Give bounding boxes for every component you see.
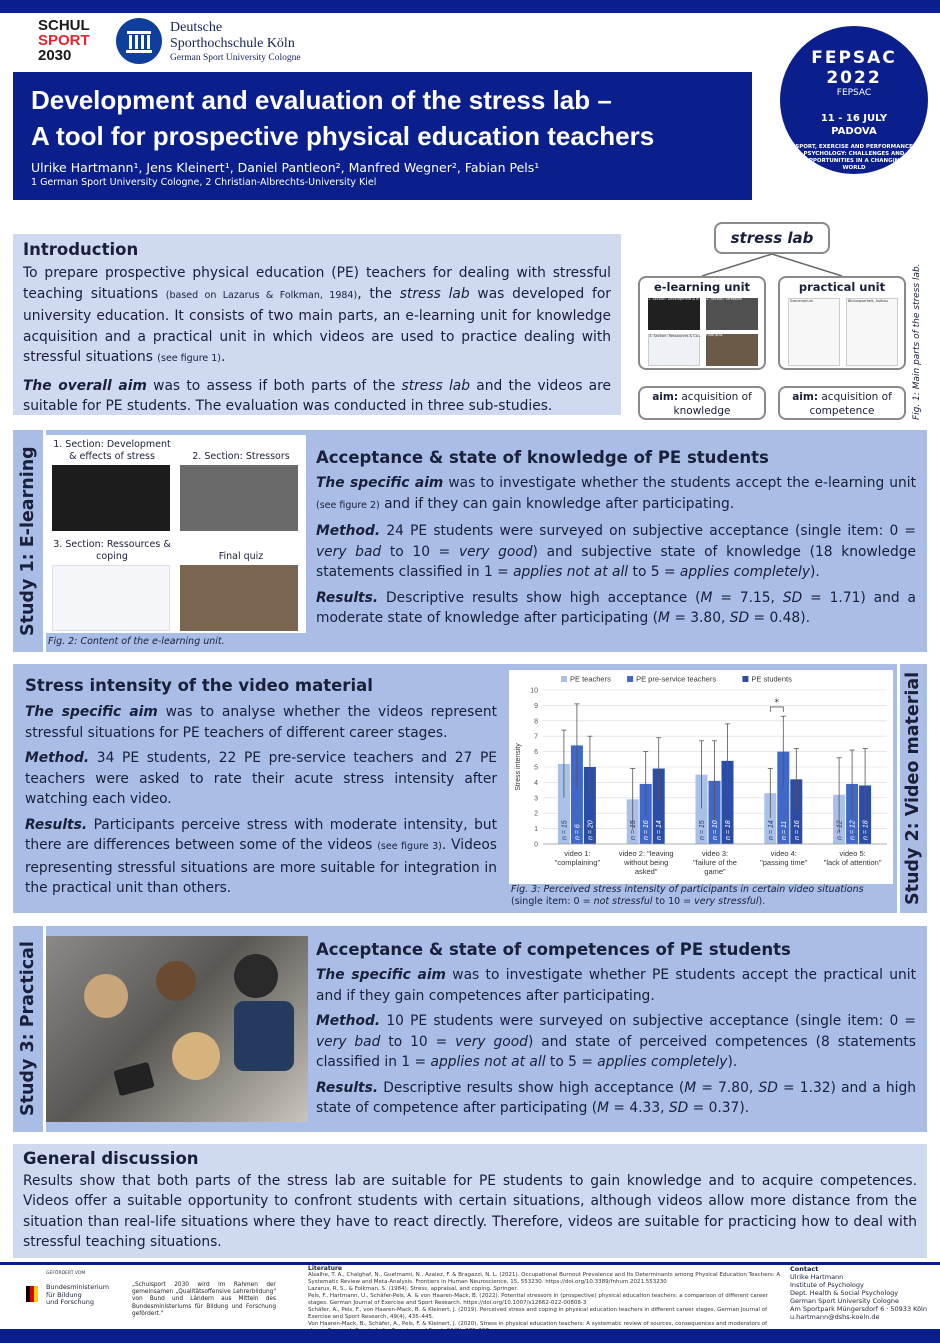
legend-swatch xyxy=(627,676,633,682)
bar-n-label: n = 14 xyxy=(767,820,775,840)
s2-method-text: 34 PE students, 22 PE pre-service teachers and 27 PE teachers were asked to rate their acute stress intensity after watching each video. xyxy=(25,750,497,807)
e-learning-aim xyxy=(638,386,766,420)
funded-label: GEFÖRDERT VOM xyxy=(46,1271,86,1276)
study-3-text xyxy=(316,940,916,1119)
s3-method-d: to 5 = xyxy=(545,1054,598,1070)
legend-label: PE students xyxy=(751,674,792,684)
s1-method-em2: very good xyxy=(458,543,533,560)
intro-p1-fig: (see figure 1) xyxy=(157,353,222,364)
study-3-panel xyxy=(46,926,927,1132)
fig2-section-2 xyxy=(180,439,302,533)
s3-method-bold: Method. xyxy=(316,1013,381,1029)
legend-swatch xyxy=(742,676,748,682)
badge-city: PADOVA xyxy=(831,126,877,137)
s3-method-em2: very good xyxy=(455,1033,528,1050)
fig3-caption-c: to 10 = xyxy=(652,896,695,907)
fig2-section-2-label: 2. Section: Stressors xyxy=(192,451,290,462)
s3-results-b: = 7.80, xyxy=(696,1079,759,1096)
s1-results-m2: M xyxy=(658,610,670,626)
y-tick-label: 2 xyxy=(534,810,538,818)
fig3-caption-d: ). xyxy=(758,896,766,907)
s3-results-m2: M xyxy=(597,1100,610,1116)
study-1-heading: Acceptance & state of knowledge of PE students xyxy=(316,448,769,467)
badge-dates: 11 - 16 JULY xyxy=(820,113,888,124)
bar-n-label: n = 12 xyxy=(836,820,844,840)
study-3-label: Study 3: Practical xyxy=(18,941,38,1117)
s3-results-a: Descriptive results show high acceptance ( xyxy=(378,1079,685,1096)
study-3-method xyxy=(316,1011,916,1073)
intro-p2-em: stress lab xyxy=(401,377,470,394)
logo-line-2: SPORT xyxy=(38,32,90,49)
intro-p2-bold: The overall aim xyxy=(23,377,147,394)
bar-n-label: n = 18 xyxy=(862,820,870,840)
fepsac-badge xyxy=(780,26,928,174)
s2-results-b: . Videos representing stressful situations are more suitable for integration in the practical unit than others. xyxy=(25,837,497,896)
y-tick-label: 1 xyxy=(534,826,538,834)
funding-quote: „Schulsport 2030 wird im Rahmen der gemeinsamen „Qualitätsoffensive Lehrerbildung" von Bund und Ländern aus Mitteln des Bundesministeriums für Bildung und Forschung gefördert." xyxy=(132,1282,276,1317)
legend-label: PE teachers xyxy=(570,674,611,684)
practical-thumb-1-label: Szenenarium xyxy=(790,299,813,303)
bar-n-label: n = 16 xyxy=(643,820,651,840)
s3-results-bold: Results. xyxy=(316,1079,379,1096)
s3-method-a: 10 PE students were surveyed on subjective acceptance (single item: 0 = xyxy=(380,1013,916,1029)
figure-1-diagram xyxy=(632,218,912,423)
fig3-caption-b: (single item: 0 = xyxy=(511,896,594,907)
s3-results-d: = 4.33, xyxy=(609,1100,669,1116)
e-learning-thumb-1 xyxy=(648,298,700,330)
e-learning-thumb-4 xyxy=(706,334,758,366)
s3-results-sd1: SD xyxy=(758,1079,778,1096)
figure-3-chart xyxy=(509,670,893,884)
study-3-photo xyxy=(46,936,308,1122)
intro-paragraph-2 xyxy=(23,376,611,417)
x-category-label: without being xyxy=(624,858,669,867)
s1-method-bold: Method. xyxy=(316,523,381,539)
y-tick-label: 0 xyxy=(534,841,538,849)
practical-thumb-2 xyxy=(846,298,898,366)
logo-line-3: 2030 xyxy=(38,47,72,64)
s3-results-sd2: SD xyxy=(668,1100,689,1116)
dshs-line-3: German Sport University Cologne xyxy=(170,53,301,63)
affiliations: 1 German Sport University Cologne, 2 Christian-Albrechts-University Kiel xyxy=(31,177,377,188)
intro-p2a: was to assess if both parts of the xyxy=(146,377,402,394)
intro-p1-cite: (based on Lazarus & Folkman, 1984) xyxy=(165,289,358,301)
legend-swatch xyxy=(561,676,567,682)
bar-n-label: n = 15 xyxy=(561,820,569,840)
study-2-heading: Stress intensity of the video material xyxy=(25,676,373,695)
study-2-label-box xyxy=(900,664,927,913)
right-aim-bold: aim: xyxy=(792,391,819,403)
fig3-caption-em1: not stressful xyxy=(593,896,653,907)
contact-block xyxy=(790,1265,930,1321)
e-learning-thumb-3-label: 3. Section: Ressources & Co... xyxy=(649,334,702,338)
s1-method-e: ). xyxy=(810,564,820,580)
fig2-section-1-label: 1. Section: Development & effects of stress xyxy=(53,439,171,462)
study-1-method xyxy=(316,521,916,583)
figure-3-caption xyxy=(511,884,891,908)
bar-n-label: n = 20 xyxy=(587,820,595,840)
e-learning-title: e-learning unit xyxy=(653,280,751,294)
dshs-line-1: Deutsche xyxy=(170,20,223,35)
study-1-label-box xyxy=(13,430,43,652)
study-2-text xyxy=(25,676,497,899)
photo-tablet-icon xyxy=(46,936,308,1122)
s2-aim-text: was to analyse whether the videos represent stressful situations for PE teachers of different career stages. xyxy=(25,704,497,741)
s1-aim-text: was to investigate whether the students accept the e-learning unit xyxy=(443,475,917,491)
s1-results-b: = 7.15, xyxy=(712,589,783,606)
intro-paragraph-1 xyxy=(23,263,611,370)
study-1-results xyxy=(316,588,916,629)
lit-ref-2: Lazarus, R. S., & Folkman, S. (1984). Stress, appraisal, and coping. Springer. xyxy=(308,1286,519,1292)
fig2-section-4 xyxy=(180,539,302,633)
bar-n-label: n = 14 xyxy=(656,820,664,840)
x-category-label: video 3: xyxy=(701,849,729,858)
x-category-label: video 1: xyxy=(564,849,591,858)
x-category-label: video 2: "leaving xyxy=(618,849,674,858)
s3-method-c: ) and state of perceived competences (8 statements classified in 1 = xyxy=(316,1033,916,1070)
lit-ref-3: Pels, F., Hartmann, U., Schäfer-Pels, A. & von Haaren-Mack, B. (2022). Potential stressors in (prospective) physical education teachers: a comparison of different career stages. German Journal of Exercise and Sport Research. https://doi.org/10.1007/s12662-022-00808-3 xyxy=(308,1293,768,1306)
s3-results-m1: M xyxy=(684,1079,697,1096)
s3-method-e: ). xyxy=(727,1054,738,1070)
study-1-label: Study 1: E-learning xyxy=(18,446,38,636)
s1-aim-bold: The specific aim xyxy=(316,475,444,491)
literature-block xyxy=(308,1265,784,1335)
study-2-results xyxy=(25,815,497,899)
s1-results-c: = 1.71) and a moderate state of knowledge after participating ( xyxy=(316,589,916,626)
bar-n-label: n = 15 xyxy=(699,820,706,840)
x-category-label: "failure of the xyxy=(693,858,737,867)
ministry-line-1: Bundesministerium xyxy=(46,1283,110,1291)
s1-method-b: to 10 = xyxy=(381,543,459,560)
s2-aim-bold: The specific aim xyxy=(25,704,158,720)
bar-n-label: n = 16 xyxy=(793,820,801,840)
title-box xyxy=(13,72,752,200)
s1-results-d: = 3.80, xyxy=(669,610,730,626)
contact-line-3: Dept. Health & Social Psychology xyxy=(790,1289,899,1297)
y-tick-label: 5 xyxy=(534,764,538,772)
bar-n-label: n = 15 xyxy=(630,820,638,840)
s3-method-em4: applies completely xyxy=(597,1054,728,1070)
study-3-results xyxy=(316,1078,916,1119)
s2-method-bold: Method. xyxy=(25,750,90,766)
s3-aim-bold: The specific aim xyxy=(316,967,446,983)
s1-results-m1: M xyxy=(700,589,713,606)
contact-line-2: Institute of Psychology xyxy=(790,1281,864,1289)
contact-line-4: German Sport University Cologne xyxy=(790,1297,900,1305)
e-learning-thumb-3 xyxy=(648,334,700,366)
x-category-label: game" xyxy=(704,867,726,876)
stress-lab-node: stress lab xyxy=(714,222,830,254)
poster-title-line-2: A tool for prospective physical education teachers xyxy=(31,121,655,151)
right-aim-text: acquisition of competence xyxy=(809,391,892,417)
bar-n-label: n = 18 xyxy=(725,820,732,840)
fig3-caption-a: Fig. 3: Perceived stress intensity of participants in certain video situations xyxy=(511,884,864,895)
s2-results-fig: (see figure 3) xyxy=(377,841,442,852)
study-1-aim xyxy=(316,473,916,516)
y-tick-label: 10 xyxy=(530,687,538,695)
s1-results-sd1: SD xyxy=(782,589,803,606)
intro-p2b: and the videos are suitable for PE students. The evaluation was conducted in three sub-studies. xyxy=(23,377,611,414)
lit-ref-5: Von Haaren-Mack, B., Schäfer, A., Pels, F. & Kleinert, J. (2020). Stress in physical education teachers: A systematic review of sources, consequences and moderators of xyxy=(308,1321,768,1327)
s1-method-d: to 5 = xyxy=(628,564,680,580)
s1-results-e: = 0.48). xyxy=(749,610,810,626)
badge-small: FEPSAC xyxy=(836,88,872,98)
e-learning-thumb-1-label: 1. Section: Development & e... xyxy=(648,297,702,301)
contact-line-5: Am Sportpark Müngersdorf 6 · 50933 Köln xyxy=(790,1305,927,1313)
s1-aim-end: and if they can gain knowledge after participating. xyxy=(379,495,735,512)
fig2-stressors-image xyxy=(180,465,298,531)
figure-2-grid xyxy=(46,435,306,633)
significance-label: * xyxy=(774,697,780,708)
practical-thumb-2-label: Bildungsarbeit, Aufbau xyxy=(848,299,889,303)
bar-n-label: n = 10 xyxy=(712,820,719,840)
study-2-panel xyxy=(13,664,897,913)
s3-results-e: = 0.37). xyxy=(688,1100,750,1116)
bar-n-label: n = 11 xyxy=(780,820,788,840)
fig2-quiz-image xyxy=(180,565,298,631)
badge-theme: SPORT, EXERCISE AND PERFORMANCE PSYCHOLOGY: CHALLENGES AND OPPORTUNITIES IN A CHANGING WORLD xyxy=(795,144,913,171)
intro-p1a: To prepare prospective physical education (PE) teachers for dealing with stressful teaching situations xyxy=(23,265,611,302)
s1-aim-fig: (see figure 2) xyxy=(316,499,380,511)
bottom-bar xyxy=(0,1329,940,1343)
study-2-label: Study 2: Video material xyxy=(903,671,923,906)
left-aim-text: acquisition of knowledge xyxy=(673,391,752,417)
intro-heading: Introduction xyxy=(23,240,139,259)
s1-results-bold: Results. xyxy=(316,589,379,606)
y-tick-label: 7 xyxy=(534,733,538,741)
intro-p1-em: stress lab xyxy=(399,285,470,302)
s3-results-c: = 1.32) and a high state of competence after participating ( xyxy=(316,1079,916,1116)
fig2-section-1 xyxy=(50,439,174,533)
practical-aim xyxy=(778,386,906,420)
s1-results-sd2: SD xyxy=(729,610,750,626)
literature-heading: Literature xyxy=(308,1265,342,1272)
lit-ref-4: Schäfer, A., Pels, F., von Haaren-Mack, B. & Kleinert, J. (2019). Perceived stress and coping in physical education teachers in different career stages. German Journal of Exercise and Sport Research, 49(4), 435–445. xyxy=(308,1307,768,1320)
fig2-brain-image xyxy=(52,465,170,531)
study-1-panel xyxy=(46,430,927,652)
logo-line-1: SCHUL xyxy=(38,17,90,34)
figure-2-caption: Fig. 2: Content of the e-learning unit. xyxy=(48,636,225,647)
fig2-coping-image xyxy=(52,565,170,631)
dshs-emblem-icon xyxy=(116,18,162,64)
poster-title-line-1: Development and evaluation of the stress lab – xyxy=(31,85,612,115)
legend-label: PE pre-service teachers xyxy=(636,674,717,684)
y-axis-label: Stress intensity xyxy=(515,743,522,791)
y-tick-label: 4 xyxy=(534,779,538,787)
dshs-line-2: Sporthochschule Köln xyxy=(170,36,295,51)
practical-title: practical unit xyxy=(798,280,886,294)
intro-p1d: . xyxy=(221,349,226,365)
y-tick-label: 9 xyxy=(534,702,538,710)
study-3-label-box xyxy=(13,926,43,1132)
dshs-wordmark xyxy=(170,20,301,65)
top-bar xyxy=(0,0,940,13)
introduction-panel xyxy=(13,234,621,415)
e-learning-thumb-2 xyxy=(706,298,758,330)
funded-by xyxy=(46,1271,85,1276)
practical-node xyxy=(778,276,906,370)
fig2-section-3 xyxy=(50,539,174,633)
s1-method-em1: very bad xyxy=(316,543,382,560)
y-tick-label: 3 xyxy=(534,795,538,803)
study-3-heading: Acceptance & state of competences of PE students xyxy=(316,940,791,959)
y-tick-label: 8 xyxy=(534,718,538,726)
s3-method-em1: very bad xyxy=(316,1033,381,1050)
discussion-panel xyxy=(13,1144,927,1258)
ministry-line-3: und Forschung xyxy=(46,1298,95,1306)
s3-method-em3: applies not at all xyxy=(430,1054,546,1070)
x-category-label: "lack of attention" xyxy=(823,858,882,867)
intro-p1c: was developed for university education. It consists of two main parts, an e-learning unit for knowledge acquisition and a practical unit in which videos are used to practice dealing with stressful situations xyxy=(23,285,611,365)
bar-n-label: n = 12 xyxy=(849,820,857,840)
x-category-label: asked" xyxy=(634,867,658,876)
x-category-label: video 4: xyxy=(770,849,797,858)
badge-name: FEPSAC 2022 xyxy=(811,48,897,88)
left-aim-bold: aim: xyxy=(652,391,679,403)
authors: Ulrike Hartmann¹, Jens Kleinert¹, Daniel Pantleon², Manfred Wegner², Fabian Pels¹ xyxy=(31,160,540,175)
ministry-line-2: für Bildung xyxy=(46,1290,82,1299)
s2-results-bold: Results. xyxy=(25,816,88,833)
s2-results-a: Participants perceive stress with moderate intensity, but there are differences between some of the videos xyxy=(25,816,497,853)
study-3-aim xyxy=(316,965,916,1006)
schulsport-logo xyxy=(38,18,96,68)
e-learning-node xyxy=(638,276,766,370)
study-2-aim xyxy=(25,702,497,743)
study-1-text xyxy=(316,448,916,629)
x-category-label: video 5: xyxy=(839,849,866,858)
practical-thumb-1 xyxy=(788,298,840,366)
s3-method-b: to 10 = xyxy=(380,1033,456,1050)
badge-dates-city xyxy=(780,112,928,138)
contact-heading: Contact xyxy=(790,1265,819,1273)
figure-3-chart-box xyxy=(509,670,893,884)
contact-email[interactable]: u.hartmann@dshs-koeln.de xyxy=(790,1313,880,1321)
y-tick-label: 6 xyxy=(534,749,538,757)
e-learning-thumb-4-label: Final quiz xyxy=(706,333,723,337)
fig2-section-4-label: Final quiz xyxy=(218,551,264,562)
intro-p1b: , the xyxy=(357,285,400,302)
s1-method-em3: applies not at all xyxy=(513,564,629,580)
s1-results-a: Descriptive results show high acceptance ( xyxy=(378,589,701,606)
s1-method-c: ) and subjective state of knowledge (18 knowledge statements classified in 1 = xyxy=(316,543,916,580)
discussion-heading: General discussion xyxy=(23,1149,199,1168)
eagle-icon xyxy=(24,1284,44,1304)
figure-1-caption: Fig. 1: Main parts of the stress lab. xyxy=(912,263,922,420)
study-2-method xyxy=(25,748,497,810)
fig2-section-3-label: 3. Section: Ressources & coping xyxy=(53,539,171,562)
s1-method-a: 24 PE students were surveyed on subjective acceptance (single item: 0 = xyxy=(380,523,916,539)
s1-method-em4: applies completely xyxy=(679,564,811,580)
e-learning-thumb-2-label: 2. Section: Stressors xyxy=(706,297,742,301)
bar-n-label: n = 6 xyxy=(574,824,582,840)
lit-ref-1: Alsalhe, T. A., Chalghaf, N., Guelmami, N., Azaiez, F. & Bragazzi, N. L. (2021). Occupational Burnout Prevalence and Its Determinants among Physical Education Teachers: A Systematic Review and Meta-Analysis. Frontiers in Human Neuroscience, 15, 553230. https://doi.org/10.3389/fnhum.2021.553230 xyxy=(308,1272,781,1285)
fig3-caption-em2: very stressful xyxy=(694,896,759,907)
x-category-label: "complaining" xyxy=(554,858,601,867)
contact-line-1: Ulrike Hartmann xyxy=(790,1273,844,1281)
discussion-text: Results show that both parts of the stress lab are suitable for PE students to gain knowledge and to acquire competences. Videos offer a suitable opportunity to confront students with certain situations, although videos allow more distance from the situation than real-life situations where they have to react directly. Therefore, videos are suitable for practicing how to deal with stressful teaching situations. xyxy=(23,1173,917,1250)
s3-aim-text: was to investigate whether PE students accept the practical unit and if they gain competences after participating. xyxy=(316,967,916,1004)
x-category-label: "passing time" xyxy=(760,858,808,867)
